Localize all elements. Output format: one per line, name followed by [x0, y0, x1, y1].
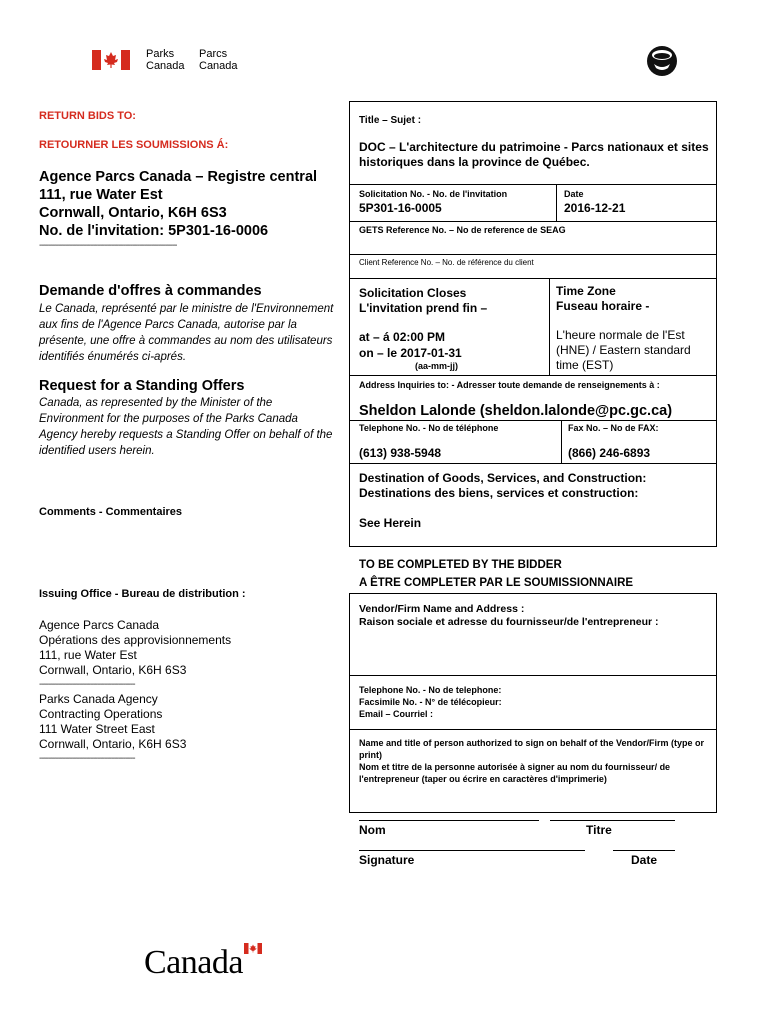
parks-canada-flag-icon — [92, 50, 130, 70]
return-bids-fr: RETOURNER LES SOUMISSIONS Á: — [39, 139, 229, 151]
comments-label: Comments - Commentaires — [39, 506, 183, 518]
demande-title: Demande d'offres à commandes — [39, 283, 262, 299]
signature-titre-label[interactable]: Titre — [586, 823, 612, 837]
inquiries-label: Address Inquiries to: - Adresser toute demande de renseignements à : — [359, 380, 660, 390]
issuing-office-label: Issuing Office - Bureau de distribution : — [39, 588, 246, 600]
logo-text-fr: Parcs Canada — [199, 48, 238, 72]
phone-value: (613) 938-5948 — [359, 446, 442, 460]
signature-label[interactable]: Signature — [359, 853, 415, 867]
phone-label: Telephone No. - No de téléphone — [359, 423, 499, 433]
vendor-label[interactable]: Vendor/Firm Name and Address : Raison sociale et adresse du fournisseur/de l'entrepreneur : — [359, 603, 659, 628]
demande-text: Le Canada, représenté par le ministre de l'Environnement aux fins de l'Agence Parcs Canada, autorise par la présente, une offre à commandes au nom des utilisateurs identifiés énumérés ci-aprés. — [39, 303, 334, 363]
solicitation-closes-label: Solicitation Closes L'invitation prend fin – — [359, 286, 488, 315]
contact-name-email: Sheldon Lalonde (sheldon.lalonde@pc.gc.ca) — [359, 403, 673, 419]
bidder-contact-fields[interactable]: Telephone No. - No de telephone: Facsimile No. - N° de télécopieur: Email – Courriel : — [359, 685, 502, 719]
issuing-office-en: Parks Canada Agency Contracting Operations 111 Water Street East Cornwall, Ontario, K6H 6S3 — [39, 692, 187, 751]
request-title: Request for a Standing Offers — [39, 378, 245, 394]
divider-dashes: ----------------------------------------- — [39, 753, 135, 764]
closing-time: at – á 02:00 PM — [359, 330, 446, 344]
return-address: Agence Parcs Canada – Registre central 111, rue Water Est Cornwall, Ontario, K6H 6S3 No. de l'invitation: 5P301-16-0006 — [39, 169, 318, 239]
closing-date: on – le 2017-01-31 — [359, 346, 462, 360]
logo-text-en: Parks Canada — [146, 48, 185, 72]
fax-label: Fax No. – No de FAX: — [568, 423, 659, 433]
divider-dashes: ----------------------------------------- — [39, 679, 135, 690]
solicitation-number: 5P301-16-0005 — [359, 201, 442, 215]
beaver-emblem-icon — [645, 44, 679, 78]
wordmark-flag-icon — [244, 941, 262, 952]
fax-value: (866) 246-6893 — [568, 446, 651, 460]
bidder-heading-fr: A ÊTRE COMPLETER PAR LE SOUMISSIONNAIRE — [359, 577, 634, 589]
date-value: 2016-12-21 — [564, 201, 626, 215]
title-value: DOC – L'architecture du patrimoine - Parcs nationaux et sites historiques dans la province de Québec. — [359, 140, 709, 169]
solicitation-label: Solicitation No. - No. de l'invitation — [359, 189, 508, 199]
signature-date-label[interactable]: Date — [631, 853, 658, 867]
closing-date-format: (aa-mm-jj) — [415, 361, 459, 371]
divider-dashes: ----------------------------------------------------------- — [39, 240, 177, 251]
return-bids-en: RETURN BIDS TO: — [39, 110, 136, 122]
gets-label: GETS Reference No. – No de reference de SEAG — [359, 225, 566, 235]
time-zone-label: Time Zone Fuseau horaire - — [556, 284, 650, 313]
date-label: Date — [564, 189, 584, 199]
destination-value: See Herein — [359, 516, 422, 530]
issuing-office-fr: Agence Parcs Canada Opérations des approvisionnements 111, rue Water Est Cornwall, Ontario, K6H 6S3 — [39, 618, 232, 677]
title-label: Title – Sujet : — [359, 115, 422, 126]
client-reference-label: Client Reference No. – No. de référence du client — [359, 258, 534, 267]
bidder-heading-en: TO BE COMPLETED BY THE BIDDER — [359, 559, 562, 571]
signature-nom-label[interactable]: Nom — [359, 823, 386, 837]
request-text: Canada, as represented by the Minister of the Environment for the purposes of the Parks Canada Agency hereby requests a Standing Offer on behalf of the identified users herein. — [39, 397, 333, 457]
time-zone-value: L'heure normale de l'Est (HNE) / Eastern standard time (EST) — [556, 328, 691, 372]
authorized-person-label[interactable]: Name and title of person authorized to sign on behalf of the Vendor/Firm (type or print) Nom et titre de la personne autorisée à signer au nom du fournisseur/ de l'entrepreneur (taper ou écrire en caractères d'imprimerie) — [359, 738, 705, 784]
canada-wordmark: Canada — [144, 944, 243, 981]
destination-label: Destination of Goods, Services, and Construction: Destinations des biens, services et construction: — [359, 471, 647, 500]
